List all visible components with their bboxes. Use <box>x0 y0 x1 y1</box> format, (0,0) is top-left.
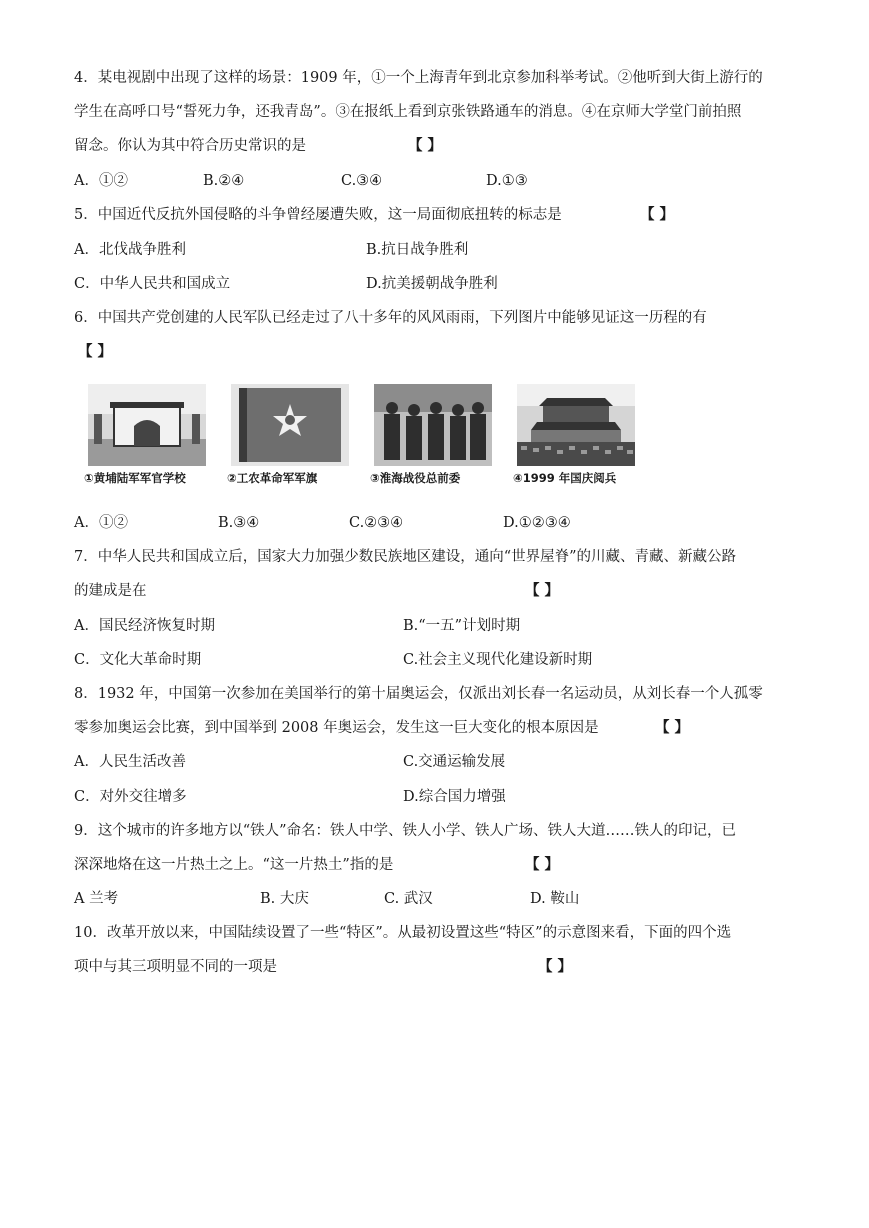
q7-text-line2: 的建成是在 <box>74 583 147 599</box>
q5-option-a[interactable]: A．北伐战争胜利 <box>74 242 186 258</box>
q6-option-a[interactable]: A．①② <box>74 515 128 531</box>
q5-option-c[interactable]: C．中华人民共和国成立 <box>74 276 231 292</box>
q6-photo-2 <box>217 380 360 495</box>
q9-option-c[interactable]: C. 武汉 <box>384 891 433 907</box>
q6-option-d[interactable]: D.①②③④ <box>503 515 571 531</box>
q6-photo-strip <box>74 380 649 495</box>
q6-option-c[interactable]: C.②③④ <box>349 515 404 531</box>
q7-answer-bracket[interactable]: 【 】 <box>525 582 560 599</box>
q4-option-c[interactable]: C.③④ <box>341 173 383 189</box>
q9-text-line1: 9．这个城市的许多地方以“铁人”命名：铁人中学、铁人小学、铁人广场、铁人大道……铁人的印记，已 <box>74 823 737 839</box>
q7-option-a[interactable]: A．国民经济恢复时期 <box>74 618 215 634</box>
q6-photo-2-caption: ②工农革命军军旗 <box>227 471 318 485</box>
q6-photo-3-caption: ③淮海战役总前委 <box>370 471 461 485</box>
q6-photo-1 <box>74 380 217 495</box>
q4-text-line1: 4．某电视剧中出现了这样的场景：1909 年，①一个上海青年到北京参加科举考试。②他听到大街上游行的 <box>74 70 763 86</box>
q6-text-line1: 6．中国共产党创建的人民军队已经走过了八十多年的风风雨雨，下列图片中能够见证这一历程的有 <box>74 310 707 326</box>
q4-text-line3: 留念。你认为其中符合历史常识的是 <box>74 138 306 154</box>
q7-option-c[interactable]: C．文化大革命时期 <box>74 652 202 668</box>
q10-text-line2: 项中与其三项明显不同的一项是 <box>74 959 277 975</box>
q4-answer-bracket[interactable]: 【 】 <box>408 137 443 154</box>
q6-photo-3 <box>360 380 503 495</box>
q9-text-line2: 深深地烙在这一片热土之上。“这一片热土”指的是 <box>74 857 394 873</box>
q6-option-b[interactable]: B.③④ <box>218 515 260 531</box>
q4-option-b[interactable]: B.②④ <box>203 173 245 189</box>
q8-text-line2: 零参加奥运会比赛，到中国举到 2008 年奥运会，发生这一巨大变化的根本原因是 <box>74 720 599 736</box>
q6-photo-4 <box>503 380 646 495</box>
q7-option-b[interactable]: B.“一五”计划时期 <box>403 618 521 634</box>
q6-answer-bracket[interactable]: 【 】 <box>78 343 113 360</box>
q5-answer-bracket[interactable]: 【 】 <box>640 206 675 223</box>
red-army-flag-image <box>231 384 349 466</box>
q10-text-line1: 10．改革开放以来，中国陆续设置了一些“特区”。从最初设置这些“特区”的示意图来看，下面的四个选 <box>74 925 732 941</box>
q5-option-d[interactable]: D.抗美援朝战争胜利 <box>366 276 498 292</box>
huaihai-commanders-image <box>374 384 492 466</box>
q9-answer-bracket[interactable]: 【 】 <box>525 856 560 873</box>
q8-option-a[interactable]: A．人民生活改善 <box>74 754 186 770</box>
q4-option-a[interactable]: A．①② <box>74 173 128 189</box>
q6-photo-1-caption: ①黄埔陆军军官学校 <box>84 471 186 485</box>
q7-option-d[interactable]: C.社会主义现代化建设新时期 <box>403 652 593 668</box>
q9-option-a[interactable]: A 兰考 <box>74 891 119 907</box>
q7-text-line1: 7．中华人民共和国成立后，国家大力加强少数民族地区建设，通向“世界屋脊”的川藏、青藏、新藏公路 <box>74 549 737 565</box>
q9-option-b[interactable]: B. 大庆 <box>260 891 309 907</box>
q8-option-c[interactable]: C．对外交往增多 <box>74 789 187 805</box>
whampoa-gate-image <box>88 384 206 466</box>
q4-option-d[interactable]: D.①③ <box>486 173 528 189</box>
national-day-parade-image <box>517 384 635 466</box>
q9-option-d[interactable]: D. 鞍山 <box>530 891 580 907</box>
q10-answer-bracket[interactable]: 【 】 <box>538 958 573 975</box>
q5-option-b[interactable]: B.抗日战争胜利 <box>366 242 469 258</box>
q8-option-d[interactable]: D.综合国力增强 <box>403 789 506 805</box>
q8-text-line1: 8．1932 年，中国第一次参加在美国举行的第十届奥运会，仅派出刘长春一名运动员，从刘长春一个人孤零 <box>74 686 763 702</box>
q8-option-b[interactable]: C.交通运输发展 <box>403 754 506 770</box>
q4-text-line2: 学生在高呼口号“誓死力争，还我青岛”。③在报纸上看到京张铁路通车的消息。④在京师大学堂门前拍照 <box>74 104 742 120</box>
q5-text-line1: 5．中国近代反抗外国侵略的斗争曾经屡遭失败，这一局面彻底扭转的标志是 <box>74 207 562 223</box>
q6-photo-4-caption: ④1999 年国庆阅兵 <box>513 471 617 485</box>
q8-answer-bracket[interactable]: 【 】 <box>655 719 690 736</box>
